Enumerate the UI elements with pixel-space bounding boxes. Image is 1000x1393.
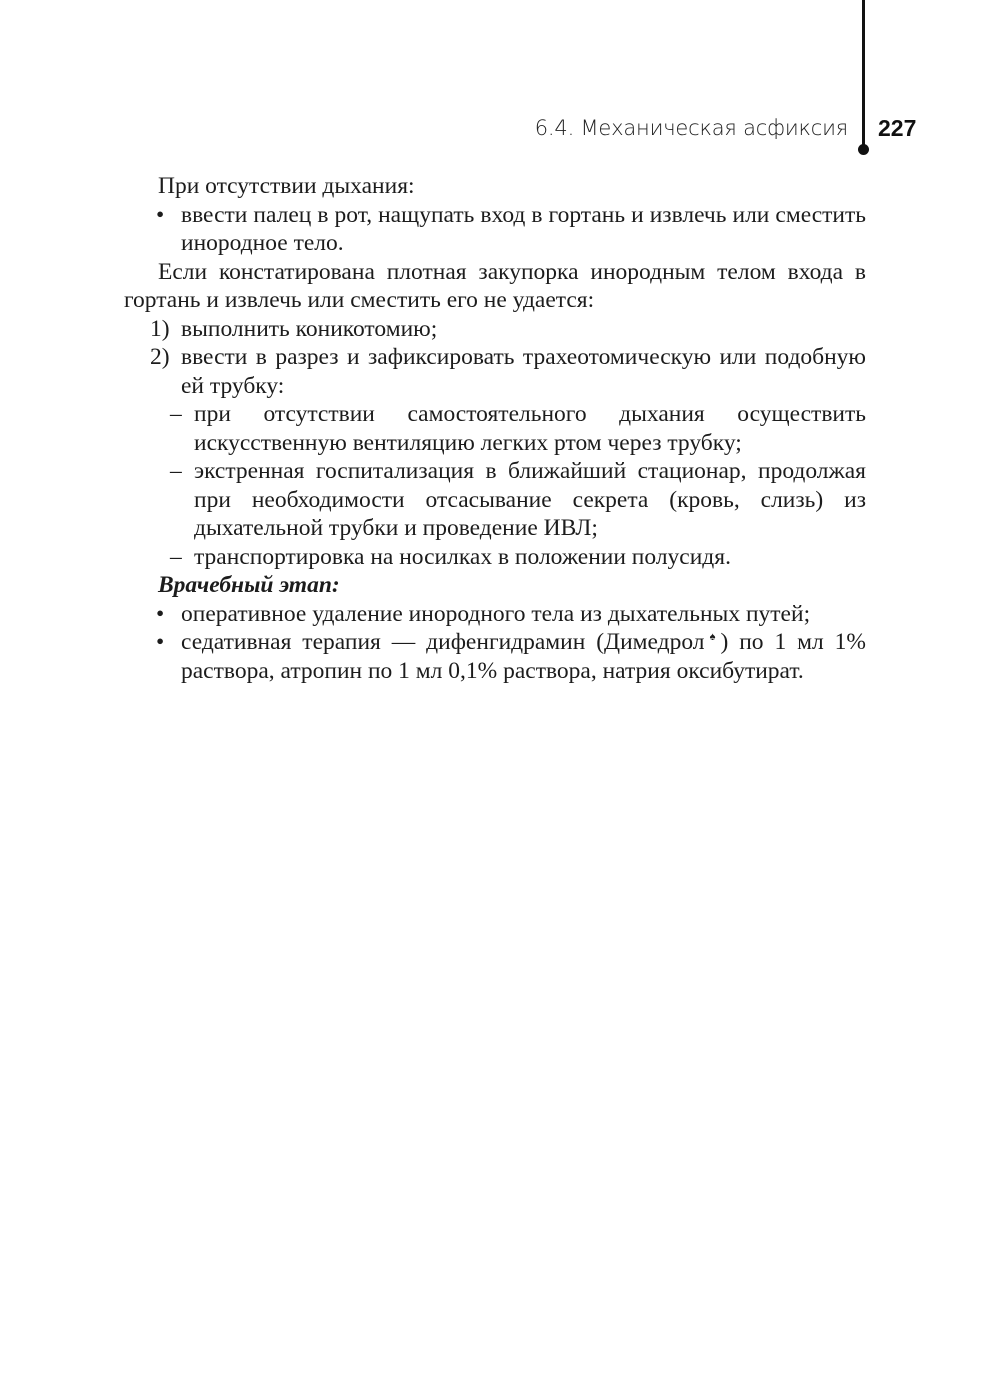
list-item bbox=[124, 201, 866, 258]
dash-item-text: при отсутствии самостоятельного дыхания осуществить искусственную вентиляцию легких ртом через трубку; bbox=[194, 401, 866, 456]
paragraph-obstruction: Если констатирована плотная закупорка инородным телом входа в гортань и извлечь или сместить его не удается: bbox=[124, 258, 866, 313]
list-item bbox=[124, 628, 866, 685]
numbered-item-text: выполнить коникотомию; bbox=[181, 315, 438, 342]
header-rule-dot bbox=[858, 144, 869, 155]
bullet-marker: • bbox=[156, 600, 165, 627]
bullet-marker: • bbox=[156, 629, 165, 655]
list-item-text: оперативное удаление инородного тела из дыхательных путей; bbox=[181, 600, 811, 627]
number-marker: 2) bbox=[150, 344, 170, 370]
list-item bbox=[124, 600, 866, 629]
paragraph-no-breathing: При отсутствии дыхания: bbox=[158, 173, 415, 199]
page-body bbox=[124, 172, 866, 685]
page-number: 227 bbox=[878, 115, 917, 141]
dash-marker: – bbox=[170, 543, 182, 570]
list-item-text: ввести палец в рот, нащупать вход в гортань и извлечь или сместить инородное тело. bbox=[181, 201, 866, 256]
numbered-item-1 bbox=[124, 315, 866, 344]
dash-marker: – bbox=[170, 458, 182, 484]
header-vertical-rule bbox=[862, 0, 865, 148]
dash-item-text: экстренная госпитализация в ближайший стационар, продолжая при необходимости отсасывание секрета (кровь, слизь) из дыхательной трубки и проведение ИВЛ; bbox=[194, 458, 866, 541]
section-heading-doctor-stage: Врачебный этап: bbox=[158, 572, 340, 598]
numbered-item-text: ввести в разрез и зафиксировать трахеотомическую или подобную ей трубку: bbox=[181, 344, 866, 399]
dash-item bbox=[124, 543, 866, 572]
registered-mark: ♠ bbox=[704, 631, 721, 643]
dash-item bbox=[124, 457, 866, 543]
numbered-item-2 bbox=[124, 343, 866, 400]
number-marker: 1) bbox=[150, 315, 170, 342]
running-title: 6.4. Механическая асфиксия bbox=[534, 116, 848, 140]
list-item-text bbox=[181, 629, 866, 684]
sedative-text-part1: седативная терапия — дифенгидрамин (Димедрол bbox=[181, 629, 705, 655]
dash-item bbox=[124, 400, 866, 457]
bullet-marker: • bbox=[156, 201, 165, 228]
sedative-text-part2: ) по 1 мл 1% раствора, атропин по 1 мл 0,1% раствора, натрия оксибутират. bbox=[181, 629, 866, 684]
dash-marker: – bbox=[170, 401, 182, 427]
dash-item-text: транспортировка на носилках в положении полусидя. bbox=[194, 543, 731, 570]
